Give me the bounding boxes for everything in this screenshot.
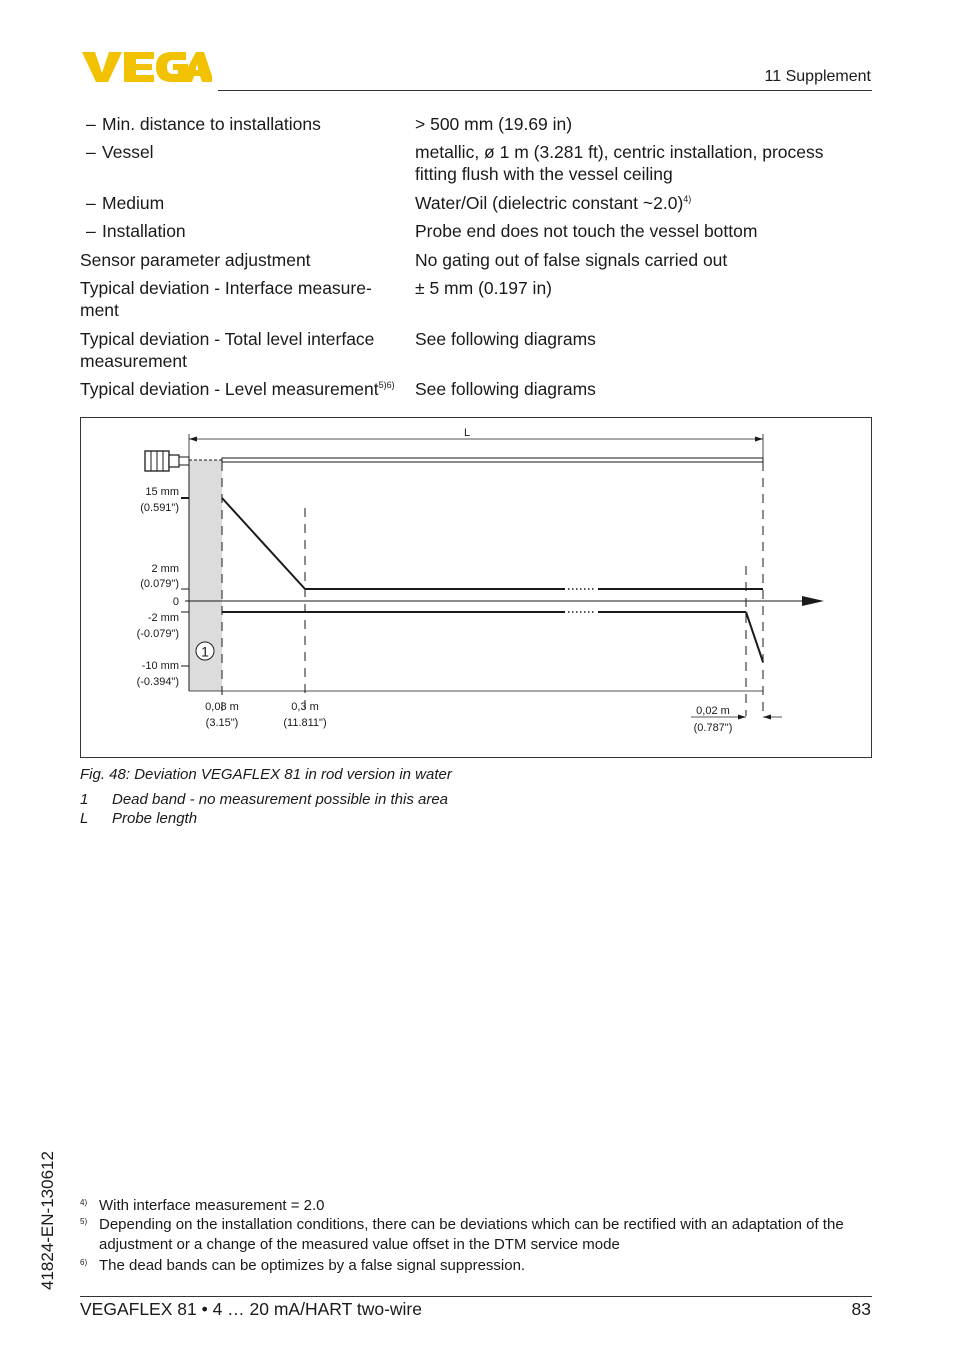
spec-value: ± 5 mm (0.197 in) — [415, 278, 553, 298]
lower-deviation-segment — [746, 612, 763, 662]
footnote-text: The dead bands can be optimizes by a false signal suppression. — [99, 1257, 526, 1274]
spec-label: Installation — [102, 221, 186, 241]
y-tick-label: 0 — [172, 596, 179, 608]
deviation-diagram — [80, 417, 872, 758]
x-tick-label: 0,3 m — [291, 701, 319, 713]
footnote-ref: 4) — [683, 194, 692, 204]
spec-label: Vessel — [102, 142, 154, 162]
length-label: L — [463, 427, 471, 439]
x-tick-label: (3.15") — [205, 717, 239, 729]
x-tick-label: 0,02 m — [696, 705, 730, 717]
spec-value: fitting flush with the vessel ceiling — [415, 164, 673, 184]
probe-rod — [222, 458, 763, 462]
spec-label: ment — [80, 300, 119, 320]
legend-text: Dead band - no measurement possible in this area — [112, 791, 449, 808]
footnote-key: 5) — [80, 1217, 88, 1226]
lower-deviation-series — [222, 612, 763, 662]
spec-value: No gating out of false signals carried out — [415, 250, 728, 270]
spec-label: Min. distance to installations — [102, 114, 321, 134]
legend-key: L — [80, 810, 89, 827]
y-tick-label: 15 mm — [145, 486, 179, 498]
spec-label: Typical deviation - Total level interface — [80, 329, 375, 349]
upper-deviation-series — [222, 498, 763, 589]
y-tick-label: 2 mm — [151, 563, 179, 575]
document-id: 41824-EN-130612 — [38, 1151, 57, 1290]
vega-logo — [82, 50, 212, 84]
legend-key: 1 — [80, 791, 89, 808]
spec-value: See following diagrams — [415, 379, 596, 399]
dead-band-callout-label: 1 — [201, 643, 209, 660]
y-tick-label: (0.079") — [140, 578, 179, 590]
spec-label: Typical deviation - Interface measure- — [80, 278, 372, 298]
x-tick-label: (11.811") — [283, 717, 327, 729]
x-tick-label: 0,08 m — [205, 701, 239, 713]
footnote-key: 4) — [80, 1198, 88, 1207]
spec-value: Water/Oil (dielectric constant ~2.0) — [415, 193, 684, 213]
spec-value: > 500 mm (19.69 in) — [415, 114, 573, 134]
spec-value: metallic, ø 1 m (3.281 ft), centric installation, process — [415, 142, 824, 162]
y-tick-label: -10 mm — [141, 660, 179, 672]
footer-product: VEGAFLEX 81 • 4 … 20 mA/HART two-wire — [80, 1299, 422, 1319]
spec-label: measurement — [80, 351, 187, 371]
spec-label: Medium — [102, 193, 165, 213]
axis-arrow-icon — [802, 596, 824, 606]
spec-value: See following diagrams — [415, 329, 596, 349]
section-label: 11 Supplement — [764, 68, 871, 85]
spec-label: Typical deviation - Level measurement — [80, 379, 379, 399]
upper-deviation-segment — [222, 498, 305, 589]
footnote-ref: 5)6) — [378, 380, 395, 390]
spec-label: Sensor parameter adjustment — [80, 250, 311, 270]
header-rule — [218, 90, 872, 91]
footnote-text: Depending on the installation conditions, there can be deviations which can be rectified with an adaptation of the adjustment or a change of the measured value offset in the DTM service mode — [99, 1216, 844, 1253]
legend-text: Probe length — [112, 810, 198, 827]
y-tick-label: (0.591") — [140, 502, 179, 514]
y-tick-label: -2 mm — [147, 612, 179, 624]
footnote-text: With interface measurement = 2.0 — [99, 1197, 325, 1214]
spec-value: Probe end does not touch the vessel bottom — [415, 221, 758, 241]
y-tick-label: (-0.394") — [136, 676, 179, 688]
footer-rule — [80, 1296, 872, 1297]
page-number: 83 — [851, 1299, 871, 1319]
figure-caption: Fig. 48: Deviation VEGAFLEX 81 in rod version in water — [80, 766, 452, 783]
deviation-chart — [81, 418, 873, 759]
y-tick-label: (-0.079") — [136, 628, 179, 640]
x-tick-label: (0.787") — [693, 722, 733, 734]
footnote-key: 6) — [80, 1258, 88, 1267]
